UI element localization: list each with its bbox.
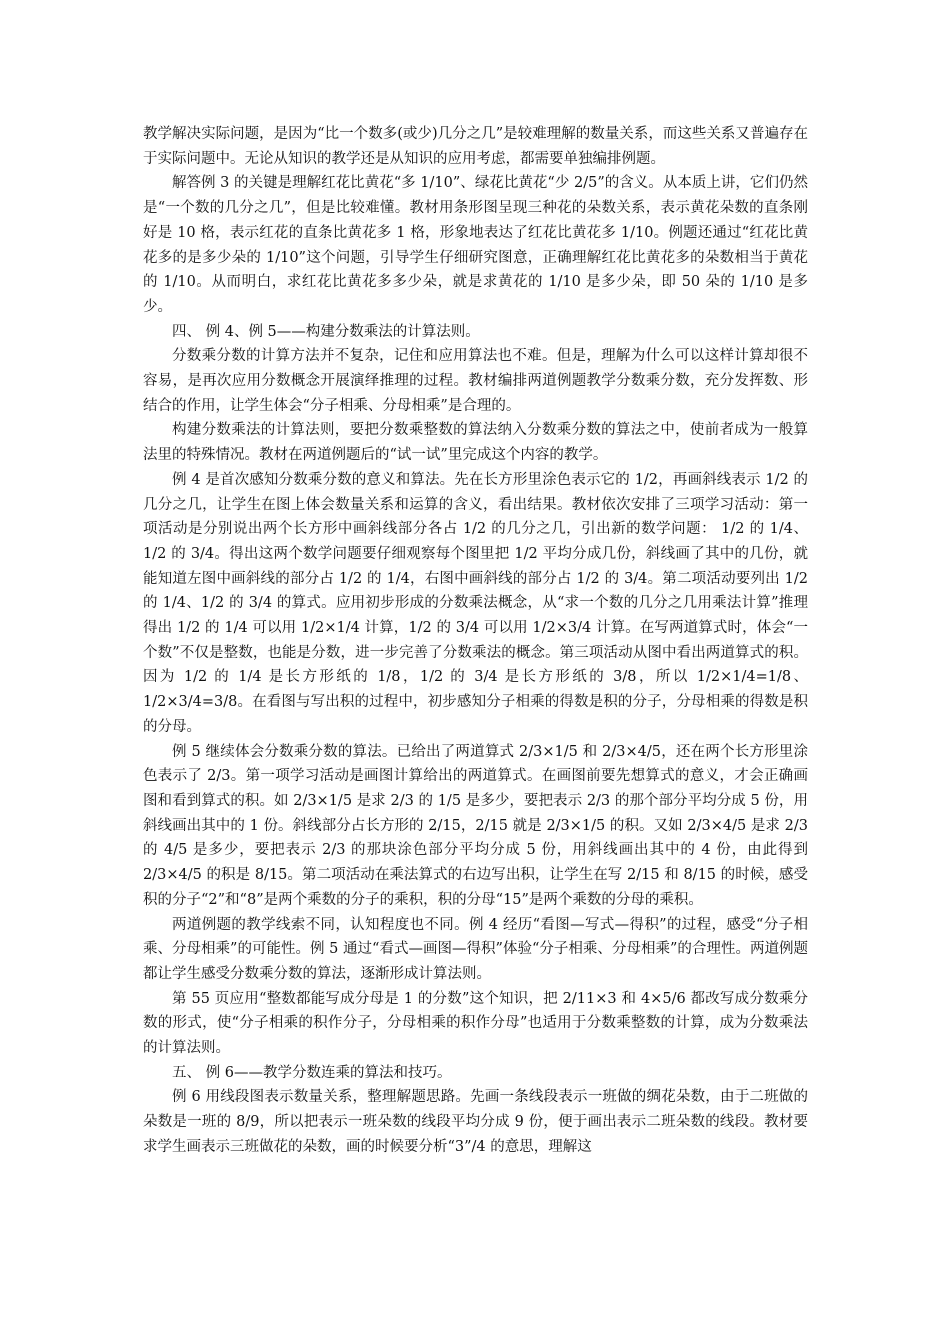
paragraph-continuation: 教学解决实际问题，是因为“比一个数多(或少)几分之几”是较难理解的数量关系，而这些关系又普遍存在于实际问题中。无论从知识的教学还是从知识的应用考虑，都需要单独编排例题。 bbox=[143, 126, 808, 167]
document-page bbox=[143, 122, 808, 1160]
paragraph: 构建分数乘法的计算法则，要把分数乘整数的算法纳入分数乘分数的算法之中，使前者成为一般算法里的特殊情况。教材在两道例题后的“试一试”里完成这个内容的教学。 bbox=[143, 422, 808, 464]
paragraph: 两道例题的教学线索不同，认知程度也不同。例 4 经历“看图—写式—得积”的过程，感受“分子相乘、分母相乘”的可能性。例 5 通过“看式—画图—得积”体验“分子相乘、分母相乘”的合理性。两道例题都让学生感受分数乘分数的算法，逐渐形成计算法则。 bbox=[143, 916, 808, 982]
paragraph-example-4: 例 4 是首次感知分数乘分数的意义和算法。先在长方形里涂色表示它的 1/2，再画斜线表示 1/2 的几分之几，让学生在图上体会数量关系和运算的含义，看出结果。教材依次安排了三项学习活动：第一项活动是分别说出两个长方形中画斜线部分各占 1/2 的几分之几，引出新的数学问题： 1/2 的 1/4、1/2 的 3/4。得出这两个数学问题要仔细观察每个图里把 1/2 平均分成几份，斜线画了其中的几份，就能知道左图中画斜线的部分占 1/2 的 1/4，右图中画斜线的部分占 1/2 的 3/4。第二项活动要列出 1/2 的 1/4、1/2 的 3/4 的算式。应用初步形成的分数乘法概念，从“求一个数的几分之几用乘法计算”推理得出 1/2 的 1/4 可以用 1/2×1/4 计算，1/2 的 3/4 可以用 1/2×3/4 计算。在写两道算式时，体会“一个数”不仅是整数，也能是分数，进一步完善了分数乘法的概念。第三项活动从图中看出两道算式的积。因为 1/2 的 1/4 是长方形纸的 1/8，1/2 的 3/4 是长方形纸的 3/8，所以 1/2×1/4=1/8、1/2×3/4=3/8。在看图与写出积的过程中，初步感知分子相乘的得数是积的分子，分母相乘的得数是积的分母。 bbox=[143, 471, 808, 735]
paragraph: 分数乘分数的计算方法并不复杂，记住和应用算法也不难。但是，理解为什么可以这样计算却很不容易，是再次应用分数概念开展演绎推理的过程。教材编排两道例题教学分数乘分数，充分发挥数、形结合的作用，让学生体会“分子相乘、分母相乘”是合理的。 bbox=[143, 348, 808, 414]
paragraph-example-5: 例 5 继续体会分数乘分数的算法。已给出了两道算式 2/3×1/5 和 2/3×4/5，还在两个长方形里涂色表示了 2/3。第一项学习活动是画图计算给出的两道算式。在画图前要先想算式的意义，才会正确画图和看到算式的积。如 2/3×1/5 是求 2/3 的 1/5 是多少，要把表示 2/3 的那个部分平均分成 5 份，用斜线画出其中的 1 份。斜线部分占长方形的 2/15，2/15 就是 2/3×1/5 的积。又如 2/3×4/5 是求 2/3 的 4/5 是多少，要把表示 2/3 的那块涂色部分平均分成 5 份，用斜线画出其中的 4 份，由此得到 2/3×4/5 的积是 8/15。第二项活动在乘法算式的右边写出积，让学生在写 2/15 和 8/15 的时候，感受积的分子“2”和“8”是两个乘数的分子的乘积，积的分母“15”是两个乘数的分母的乘积。 bbox=[143, 743, 808, 908]
section-heading-4: 四、 例 4、例 5——构建分数乘法的计算法则。 bbox=[172, 323, 480, 340]
section-heading-5: 五、 例 6——教学分数连乘的算法和技巧。 bbox=[172, 1064, 452, 1081]
paragraph-example-3: 解答例 3 的关键是理解红花比黄花“多 1/10”、绿花比黄花“少 2/5”的含义。从本质上讲，它们仍然是“一个数的几分之几”，但是比较难懂。教材用条形图呈现三种花的朵数关系，表示黄花朵数的直条刚好是 10 格，表示红花的直条比黄花多 1 格，形象地表达了红花比黄花多 1/10。例题还通过“红花比黄花多的是多少朵的 1/10”这个问题，引导学生仔细研究图意，正确理解红花比黄花多的朵数相当于黄花的 1/10。从而明白，求红花比黄花多多少朵，就是求黄花的 1/10 是多少朵，即 50 朵的 1/10 是多少。 bbox=[143, 175, 808, 315]
paragraph-example-6: 例 6 用线段图表示数量关系，整理解题思路。先画一条线段表示一班做的绸花朵数，由于二班做的朵数是一班的 8/9，所以把表示一班朵数的线段平均分成 9 份，便于画出表示二班朵数的线段。教材要求学生画表示三班做花的朵数，画的时候要分析“3”/4 的意思，理解这 bbox=[143, 1089, 808, 1155]
paragraph-page-55: 第 55 页应用“整数都能写成分母是 1 的分数”这个知识，把 2/11×3 和 4×5/6 都改写成分数乘分数的形式，使“分子相乘的积作分子，分母相乘的积作分母”也适用于分数乘整数的计算，成为分数乘法的计算法则。 bbox=[143, 990, 808, 1057]
